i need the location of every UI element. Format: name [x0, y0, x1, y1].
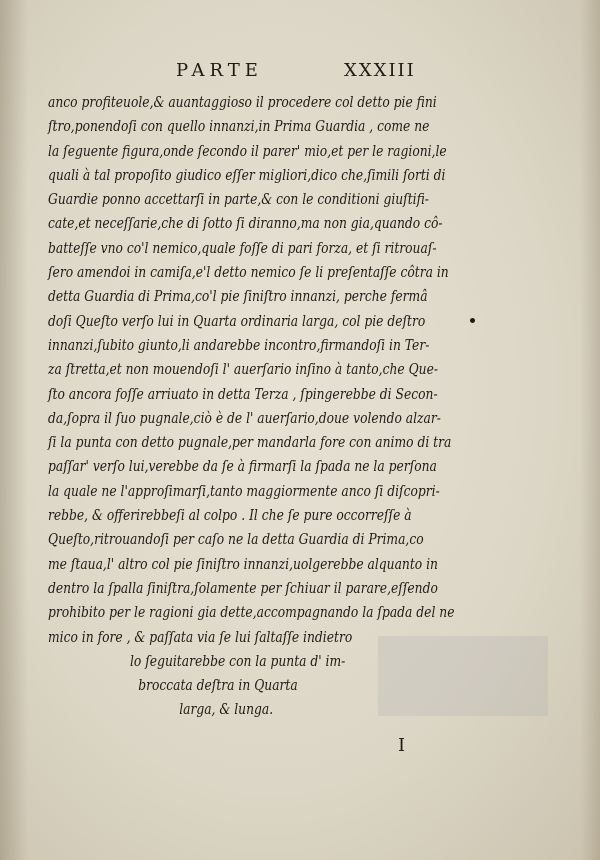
text-line: innanzi,ſubito giunto,li andarebbe incontro,firmandoſi in Ter- — [48, 335, 430, 354]
text-line: mico in fore , & paſſata via ſe lui ſaltaſſe indietro — [48, 627, 353, 646]
text-line: Queſto,ritrouandoſi per caſo ne la detta Guardia di Prima,co — [48, 530, 424, 549]
running-header — [176, 60, 466, 86]
text-line: me ſtaua,l' altro col pie ſiniſtro innanzi,uolgerebbe alquanto in — [48, 554, 438, 573]
text-line: la ſeguente figura,onde ſecondo il parer' mio,et per le ragioni,le — [48, 141, 447, 160]
text-line: detta Guardia di Prima,co'l pie ſiniſtro innanzi, perche fermâ — [48, 287, 428, 306]
body-text — [48, 90, 455, 722]
text-line: prohibito per le ragioni gia dette,accompagnando la ſpada del ne — [48, 603, 455, 622]
header-section-number: XXXIII — [344, 60, 416, 81]
text-line: cate,et neceſſarie,che di ſotto ſi diranno,ma non gia,quando cô- — [48, 214, 443, 233]
text-line-tapered: larga, & lunga. — [179, 700, 274, 719]
text-line: da,ſopra il ſuo pugnale,ciò è de l' auerſario,doue volendo alzar- — [48, 408, 441, 427]
text-line: doſi Queſto verſo lui in Quarta ordinaria larga, col pie deſtro — [48, 311, 426, 330]
text-line: batteſſe vno co'l nemico,quale foſſe di pari forza, et ſi ritrouaſ- — [48, 238, 437, 257]
text-line: Guardie ponno accettarſi in parte,& con le conditioni giuſtifi- — [48, 190, 429, 209]
signature-mark: I — [398, 735, 406, 756]
ink-spot — [470, 318, 475, 323]
page-edge-shadow — [580, 0, 600, 860]
text-line: ſto ancora foſſe arriuato in detta Terza , ſpingerebbe di Secon- — [48, 384, 438, 403]
text-line: za ſtretta,et non mouendoſi l' auerſario inſino à tanto,che Que- — [48, 360, 439, 379]
text-line: dentro la ſpalla ſiniſtra,ſolamente per ſchiuar il parare,eſſendo — [48, 578, 438, 597]
text-line: la quale ne l'approſimarſi,tanto maggiormente anco ſi diſcopri- — [48, 481, 440, 500]
header-section-label: PARTE — [176, 60, 263, 81]
text-line: ſi la punta con detto pugnale,per mandarla fore con animo di tra — [48, 433, 452, 452]
text-line: quali à tal propoſito giudico eſſer migliori,dico che,ſimili ſorti di — [48, 165, 446, 184]
page-gutter-shadow — [0, 0, 28, 860]
text-line: paſſar' verſo lui,verebbe da ſe à firmarſi la ſpada ne la perſona — [48, 457, 437, 476]
text-line: ſtro,ponendoſi con quello innanzi,in Prima Guardia , come ne — [48, 117, 430, 136]
text-line-tapered: broccata deſtra in Quarta — [138, 676, 298, 695]
text-line-tapered: lo ſeguitarebbe con la punta d' im- — [130, 651, 346, 670]
text-line: ſero amendoi in camiſa,e'l detto nemico ſe li preſentaſſe côtra in — [48, 263, 449, 282]
text-line: rebbe, & offerirebbeſi al colpo . Il che ſe pure occorreſſe à — [48, 506, 412, 525]
text-line: anco profiteuole,& auantaggioso il procedere col detto pie fini — [48, 93, 437, 111]
